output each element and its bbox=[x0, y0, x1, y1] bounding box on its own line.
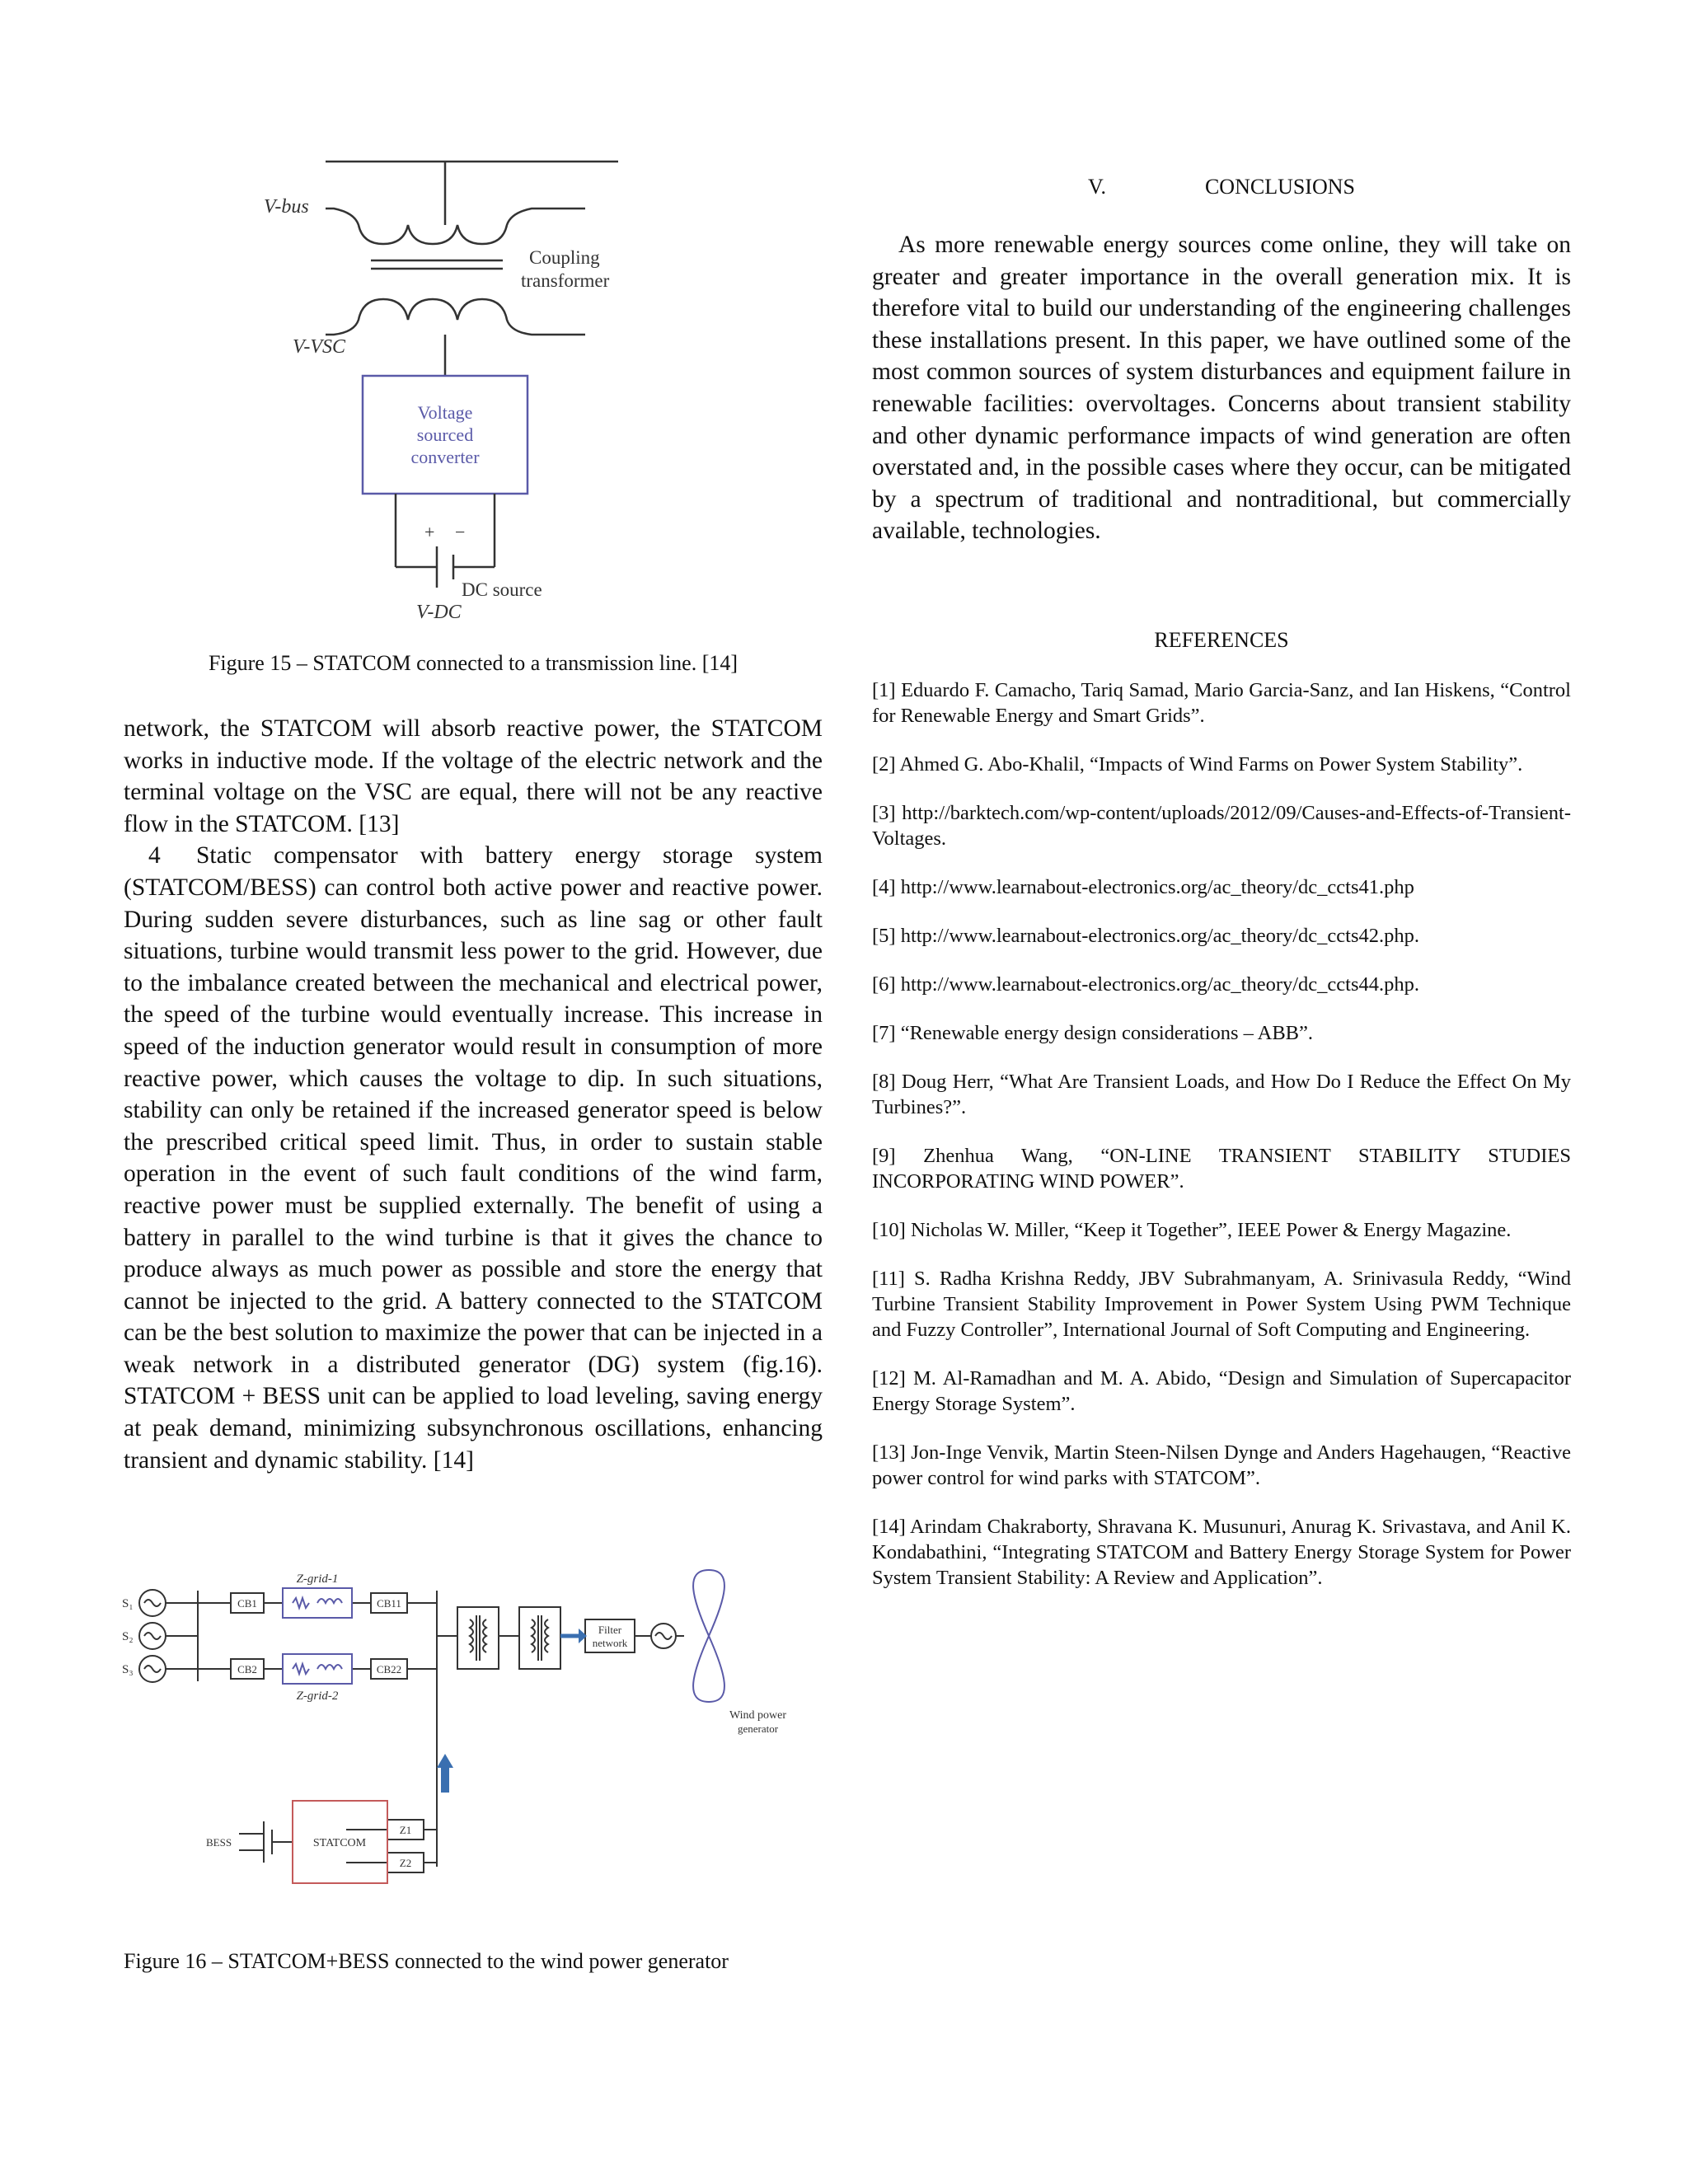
reference-item: [2] Ahmed G. Abo-Khalil, “Impacts of Wind Farms on Power System Stability”. bbox=[872, 753, 1523, 776]
label-wind-power: Wind power bbox=[729, 1709, 787, 1722]
label-voltage: Voltage bbox=[417, 402, 473, 423]
reference-item: [5] http://www.learnabout-electronics.org/ac_theory/dc_ccts42.php. bbox=[872, 925, 1420, 947]
label-statcom: STATCOM bbox=[312, 1837, 367, 1849]
label-coupling: Coupling bbox=[529, 247, 600, 268]
label-transformer: transformer bbox=[521, 270, 610, 291]
reference-item: [11] S. Radha Krishna Reddy, JBV Subrahmanyam, A. Srinivasula Reddy, “Wind Turbine Transient Stability Improvement in Power System Using PWM Technique and Fuzzy Controller”, International Journal of Soft Computing and Engineering. bbox=[872, 1268, 1571, 1341]
label-s1: S₁ bbox=[122, 1597, 134, 1610]
label-cb1: CB1 bbox=[237, 1597, 257, 1610]
reference-item: [1] Eduardo F. Camacho, Tariq Samad, Mario Garcia-Sanz, and Ian Hiskens, “Control for Renewable Energy and Smart Grids”. bbox=[872, 679, 1571, 727]
label-vbus: V-bus bbox=[264, 196, 309, 218]
conclusions-heading bbox=[872, 175, 1571, 199]
conclusions-paragraph: As more renewable energy sources come online, they will take on greater and greater importance in the overall generation mix. It is therefore vital to build our understanding of the engineering challenges these installations present. In this paper, we have outlined some of the most common sources of system disturbances and equipment failure in renewable facilities: overvoltages. Concerns about transient stability and other dynamic performance impacts of wind generation are often overstated and, in the possible cases where they occur, can be mitigated by a spectrum of traditional and nontraditional, but commercially available, technologies. bbox=[872, 232, 1571, 545]
reference-item: [7] “Renewable energy design considerations – ABB”. bbox=[872, 1022, 1314, 1044]
label-cb22: CB22 bbox=[376, 1663, 402, 1675]
paragraph-statcom-inductive: network, the STATCOM will absorb reactive power, the STATCOM works in inductive mode. If the voltage of the electric network and the terminal voltage on the VSC are equal, there will not be any reactive flow in the STATCOM. [13] bbox=[124, 715, 823, 837]
label-bess: BESS bbox=[206, 1836, 232, 1849]
reference-item: [9] Zhenhua Wang, “ON-LINE TRANSIENT STABILITY STUDIES INCORPORATING WIND POWER”. bbox=[872, 1145, 1571, 1193]
label-z2: Z2 bbox=[399, 1857, 412, 1869]
figure-15-statcom-diagram bbox=[124, 147, 823, 641]
reference-item: [14] Arindam Chakraborty, Shravana K. Musunuri, Anurag K. Srivastava, and Anil K. Kondabathini, “Integrating STATCOM and Battery Energy Storage System for Power System Transient Stability: A Review and Application”. bbox=[872, 1516, 1571, 1589]
figure-16-statcom-bess-diagram bbox=[115, 1566, 841, 1929]
label-network: network bbox=[592, 1637, 628, 1649]
section-number: V. bbox=[1088, 175, 1106, 199]
label-z1: Z1 bbox=[399, 1824, 412, 1836]
label-plus: + bbox=[424, 522, 435, 542]
label-z-grid-1: Z-grid-1 bbox=[296, 1572, 339, 1586]
label-s2: S₂ bbox=[122, 1630, 134, 1643]
label-generator: generator bbox=[738, 1722, 779, 1735]
conclusions-body bbox=[872, 229, 1571, 547]
item-number: 4 bbox=[148, 842, 161, 869]
label-vdc: V-DC bbox=[416, 602, 462, 623]
label-vvsc: V-VSC bbox=[293, 336, 345, 358]
label-sourced: sourced bbox=[416, 424, 474, 445]
label-filter: Filter bbox=[598, 1624, 622, 1636]
reference-item: [10] Nicholas W. Miller, “Keep it Together”, IEEE Power & Energy Magazine. bbox=[872, 1219, 1512, 1241]
paragraph-statcom-bess-text: Static compensator with battery energy storage system (STATCOM/BESS) can control both active power and reactive power. During sudden severe disturbances, such as line sag or other fault situations, turbine would transmit less power to the grid. However, due to the imbalance created between the mechanical and electrical power, the speed of the turbine would eventually increase. This increase in speed of the induction generator would result in consumption of more reactive power, which causes the voltage to dip. In such situations, stability can only be retained if the increased generator speed is below the prescribed critical speed limit. Thus, in order to sustain stable operation in the event of such fault conditions of the wind farm, reactive power must be supplied externally. The benefit of using a battery in parallel to the wind turbine is that it gives the chance to produce always as much power as possible and store the energy that cannot be injected to the grid. A battery connected to the STATCOM can be the best solution to maximize the power that can be injected in a weak network in a distributed generator (DG) system (fig.16). STATCOM + BESS unit can be applied to load leveling, saving energy at peak demand, minimizing subsynchronous oscillations, enhancing transient and dynamic stability. [14] bbox=[124, 842, 823, 1474]
left-column-body bbox=[124, 713, 823, 1476]
figure-15-caption: Figure 15 – STATCOM connected to a transmission line. [14] bbox=[208, 651, 738, 675]
references-heading: REFERENCES bbox=[1154, 628, 1289, 652]
reference-item: [3] http://barktech.com/wp-content/uploads/2012/09/Causes-and-Effects-of-Transient-Voltages. bbox=[872, 802, 1571, 850]
paragraph-statcom-bess bbox=[124, 840, 823, 1476]
section-title: CONCLUSIONS bbox=[1204, 175, 1355, 199]
figure-16-caption: Figure 16 – STATCOM+BESS connected to the wind power generator bbox=[124, 1949, 729, 1973]
label-cb2: CB2 bbox=[237, 1663, 257, 1675]
label-cb11: CB11 bbox=[377, 1597, 401, 1610]
reference-item: [4] http://www.learnabout-electronics.org/ac_theory/dc_ccts41.php bbox=[872, 876, 1414, 898]
reference-item: [8] Doug Herr, “What Are Transient Loads, and How Do I Reduce the Effect On My Turbines?”. bbox=[872, 1071, 1571, 1118]
label-s3: S₃ bbox=[122, 1663, 134, 1676]
label-dc-source: DC source bbox=[462, 579, 542, 600]
reference-item: [13] Jon-Inge Venvik, Martin Steen-Nilsen Dynge and Anders Hagehaugen, “Reactive power control for wind parks with STATCOM”. bbox=[872, 1441, 1571, 1489]
label-minus: − bbox=[455, 522, 466, 542]
label-converter: converter bbox=[410, 447, 480, 467]
reference-item: [6] http://www.learnabout-electronics.org/ac_theory/dc_ccts44.php. bbox=[872, 973, 1420, 996]
reference-item: [12] M. Al-Ramadhan and M. A. Abido, “Design and Simulation of Supercapacitor Energy Storage System”. bbox=[872, 1367, 1571, 1415]
label-z-grid-2: Z-grid-2 bbox=[296, 1690, 339, 1703]
references-list bbox=[872, 677, 1571, 1614]
